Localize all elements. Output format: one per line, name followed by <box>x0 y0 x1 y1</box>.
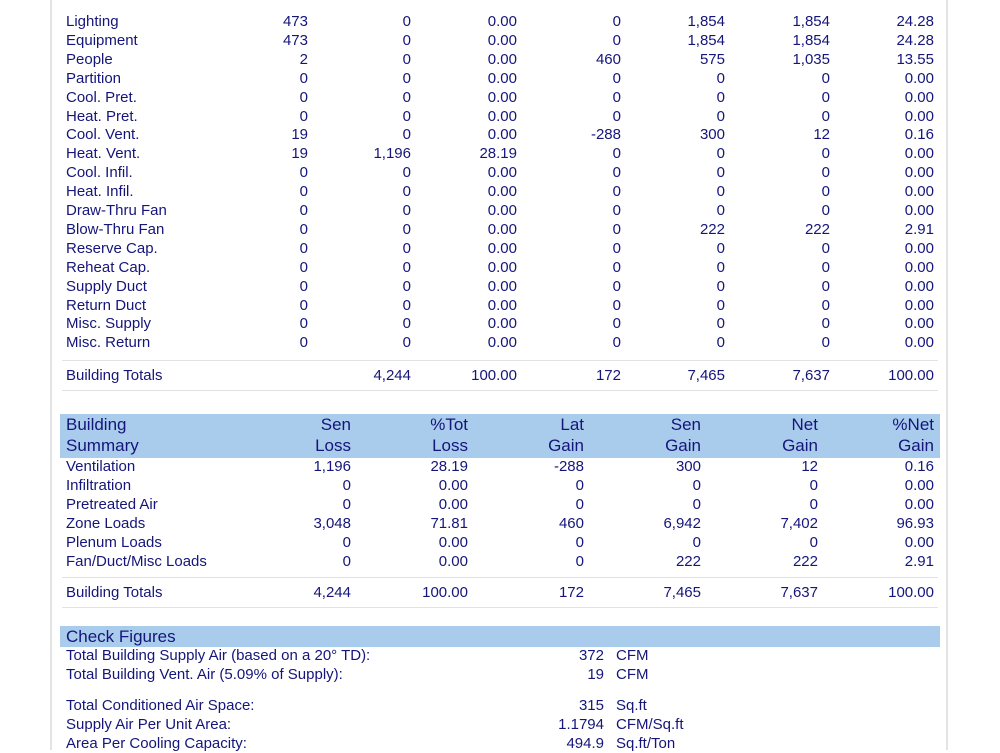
cell-lat-gain: 0 <box>612 31 621 49</box>
cell-sen-gain: 0 <box>692 496 701 513</box>
cell-pct-loss: 0.00 <box>487 296 517 314</box>
total-net-gain: 7,637 <box>780 584 818 601</box>
row-label: Draw-Thru Fan <box>66 202 167 219</box>
check-figure-row <box>0 715 1000 734</box>
cell-sen-loss: 0 <box>402 126 411 144</box>
summary-header-c4-line1: Sen <box>670 415 701 434</box>
cell-net-gain: 0 <box>821 334 830 352</box>
cell-pct-loss: 28.19 <box>430 458 468 475</box>
cell-sen-loss: 0 <box>402 183 411 201</box>
cell-net-gain: 1,854 <box>792 31 830 49</box>
summary-header-c2-line2: Loss <box>432 436 468 455</box>
cell-sen-loss: 0 <box>402 296 411 314</box>
cell-sen-loss: 0 <box>342 496 351 513</box>
row-label: Equipment <box>66 31 138 49</box>
cell-pct-loss: 0.00 <box>487 183 517 201</box>
table-row <box>0 31 1000 50</box>
row-label: Cool. Infil. <box>66 164 133 182</box>
cell-net-gain: 222 <box>792 553 818 570</box>
total-sen-gain: 7,465 <box>687 367 725 384</box>
cell-pct-net: 0.00 <box>904 477 934 494</box>
cell-cfm: 0 <box>299 183 308 201</box>
cell-sen-gain: 0 <box>716 277 725 295</box>
row-label: People <box>66 50 113 68</box>
cell-pct-net: 0.16 <box>904 458 934 475</box>
cell-sen-loss: 1,196 <box>373 145 411 163</box>
check-figure-label: Total Building Supply Air (based on a 20° TD): <box>66 647 371 664</box>
cell-sen-gain: 0 <box>716 164 725 182</box>
check-figures-title: Check Figures <box>66 627 176 646</box>
cell-sen-loss: 0 <box>342 553 351 570</box>
cell-lat-gain: 460 <box>558 515 584 532</box>
cell-lat-gain: 0 <box>612 145 621 163</box>
cell-cfm: 0 <box>299 88 308 106</box>
cell-cfm: 0 <box>299 69 308 87</box>
cell-pct-loss: 0.00 <box>487 334 517 352</box>
cell-sen-gain: 1,854 <box>687 13 725 30</box>
total-sen-loss: 4,244 <box>373 367 411 384</box>
check-figures-band <box>60 626 940 647</box>
cell-pct-loss: 71.81 <box>430 515 468 532</box>
cell-sen-loss: 0 <box>402 88 411 106</box>
cell-pct-net: 13.55 <box>896 50 934 68</box>
table-row <box>0 163 1000 182</box>
row-label: Partition <box>66 69 122 87</box>
totals-label: Building Totals <box>66 584 163 601</box>
summary-header-c0-line2: Summary <box>66 436 139 455</box>
cell-pct-loss: 0.00 <box>487 164 517 182</box>
cell-sen-gain: 6,942 <box>663 515 701 532</box>
table-row <box>0 220 1000 239</box>
row-label: Heat. Infil. <box>66 183 134 201</box>
table-row <box>0 277 1000 296</box>
row-label: Pretreated Air <box>66 496 158 513</box>
cell-sen-gain: 300 <box>675 458 701 475</box>
cell-pct-net: 0.00 <box>904 69 934 87</box>
table-row <box>0 69 1000 88</box>
cell-net-gain: 0 <box>809 477 818 494</box>
cell-lat-gain: 0 <box>612 107 621 125</box>
table-row <box>0 144 1000 163</box>
check-figure-label: Total Conditioned Air Space: <box>66 697 255 714</box>
check-figure-value: 372 <box>578 647 604 664</box>
cell-net-gain: 12 <box>801 458 818 475</box>
row-label: Blow-Thru Fan <box>66 220 165 238</box>
cell-net-gain: 7,402 <box>780 515 818 532</box>
cell-lat-gain: 0 <box>612 69 621 87</box>
cell-sen-gain: 575 <box>699 50 725 68</box>
summary-divider-top <box>62 577 938 578</box>
cell-lat-gain: 460 <box>595 50 621 68</box>
cell-net-gain: 12 <box>813 126 830 144</box>
cell-cfm: 0 <box>299 239 308 257</box>
table-row <box>0 88 1000 107</box>
check-figure-row <box>0 696 1000 715</box>
table-row <box>0 182 1000 201</box>
cell-sen-gain: 0 <box>716 183 725 201</box>
row-label: Cool. Vent. <box>66 126 140 144</box>
table-row <box>0 314 1000 333</box>
cell-lat-gain: -288 <box>553 458 584 475</box>
cell-sen-loss: 1,196 <box>313 458 351 475</box>
check-figure-value: 19 <box>587 666 604 683</box>
cell-pct-net: 0.00 <box>904 277 934 295</box>
summary-header-c6-line2: Gain <box>898 436 934 455</box>
row-label: Cool. Pret. <box>66 88 137 106</box>
row-label: Plenum Loads <box>66 534 162 551</box>
totals-divider-bottom <box>62 390 938 391</box>
cell-cfm: 0 <box>299 315 308 333</box>
cell-sen-gain: 0 <box>716 202 725 219</box>
summary-header-c1-line1: Sen <box>320 415 351 434</box>
row-label: Reheat Cap. <box>66 258 151 276</box>
cell-lat-gain: 0 <box>612 239 621 257</box>
check-figure-value: 494.9 <box>566 735 604 752</box>
cell-cfm: 473 <box>282 13 308 30</box>
check-figure-unit: CFM <box>616 647 649 664</box>
row-label: Misc. Supply <box>66 315 152 333</box>
cell-sen-loss: 0 <box>402 202 411 219</box>
check-figure-row <box>0 734 1000 753</box>
cell-lat-gain: 0 <box>575 477 584 494</box>
totals-label: Building Totals <box>66 367 163 384</box>
total-net-gain: 7,637 <box>792 367 830 384</box>
summary-divider-bottom <box>62 607 938 608</box>
cell-pct-loss: 0.00 <box>487 69 517 87</box>
cell-net-gain: 1,854 <box>792 13 830 30</box>
cell-pct-loss: 0.00 <box>487 107 517 125</box>
cell-sen-loss: 0 <box>402 315 411 333</box>
cell-pct-loss: 0.00 <box>487 126 517 144</box>
cell-net-gain: 0 <box>821 164 830 182</box>
cell-cfm: 473 <box>282 31 308 49</box>
cell-lat-gain: 0 <box>612 183 621 201</box>
summary-header-c1-line2: Loss <box>315 436 351 455</box>
cell-pct-loss: 0.00 <box>438 477 468 494</box>
cell-sen-gain: 222 <box>675 553 701 570</box>
cell-cfm: 19 <box>291 126 308 144</box>
cell-net-gain: 0 <box>821 69 830 87</box>
cell-net-gain: 0 <box>821 239 830 257</box>
cell-pct-net: 2.91 <box>904 553 934 570</box>
cell-pct-net: 0.00 <box>904 334 934 352</box>
cell-lat-gain: 0 <box>612 315 621 333</box>
cell-pct-loss: 0.00 <box>487 31 517 49</box>
cell-sen-gain: 0 <box>692 477 701 494</box>
table-row <box>0 533 1000 552</box>
cell-net-gain: 0 <box>809 496 818 513</box>
check-figure-unit: Sq.ft <box>616 697 647 714</box>
cell-sen-gain: 0 <box>716 107 725 125</box>
cell-pct-loss: 0.00 <box>487 13 517 30</box>
check-figure-unit: CFM <box>616 666 649 683</box>
cell-sen-gain: 0 <box>716 145 725 163</box>
cell-net-gain: 0 <box>821 183 830 201</box>
cell-pct-loss: 0.00 <box>438 534 468 551</box>
cell-cfm: 0 <box>299 334 308 352</box>
cell-pct-loss: 0.00 <box>487 258 517 276</box>
cell-pct-loss: 0.00 <box>487 202 517 219</box>
cell-lat-gain: 0 <box>575 553 584 570</box>
cell-lat-gain: 0 <box>612 334 621 352</box>
check-figure-unit: CFM/Sq.ft <box>616 716 684 733</box>
cell-cfm: 19 <box>291 145 308 163</box>
cell-sen-gain: 0 <box>716 69 725 87</box>
total-pct-loss: 100.00 <box>471 367 517 384</box>
row-label: Ventilation <box>66 458 136 475</box>
cell-cfm: 0 <box>299 258 308 276</box>
summary-header-c3-line1: Lat <box>560 415 584 434</box>
cell-sen-loss: 0 <box>402 13 411 30</box>
cell-pct-loss: 0.00 <box>438 496 468 513</box>
cell-sen-gain: 0 <box>716 239 725 257</box>
row-label: Heat. Pret. <box>66 107 138 125</box>
cell-sen-loss: 0 <box>342 477 351 494</box>
cell-lat-gain: 0 <box>612 220 621 238</box>
cell-net-gain: 0 <box>821 296 830 314</box>
cell-lat-gain: 0 <box>612 277 621 295</box>
row-label: Return Duct <box>66 296 147 314</box>
cell-cfm: 0 <box>299 220 308 238</box>
cell-net-gain: 1,035 <box>792 50 830 68</box>
total-pct-net: 100.00 <box>888 367 934 384</box>
total-pct-loss: 100.00 <box>422 584 468 601</box>
check-figure-label: Total Building Vent. Air (5.09% of Supply): <box>66 666 343 683</box>
cell-net-gain: 0 <box>821 258 830 276</box>
cell-sen-gain: 1,854 <box>687 31 725 49</box>
row-label: Supply Duct <box>66 277 147 295</box>
cell-sen-loss: 0 <box>342 534 351 551</box>
table-row <box>0 333 1000 352</box>
check-figure-row <box>0 665 1000 684</box>
cell-net-gain: 0 <box>821 315 830 333</box>
cell-net-gain: 0 <box>821 88 830 106</box>
cell-lat-gain: 0 <box>612 164 621 182</box>
cell-net-gain: 0 <box>809 534 818 551</box>
row-label: Fan/Duct/Misc Loads <box>66 553 207 570</box>
cell-sen-loss: 0 <box>402 50 411 68</box>
cell-cfm: 2 <box>299 50 308 68</box>
cell-lat-gain: 0 <box>575 496 584 513</box>
check-figure-label: Supply Air Per Unit Area: <box>66 716 232 733</box>
check-figure-value: 315 <box>578 697 604 714</box>
total-sen-gain: 7,465 <box>663 584 701 601</box>
row-label: Misc. Return <box>66 334 151 352</box>
cell-pct-net: 0.00 <box>904 258 934 276</box>
summary-header-c3-line2: Gain <box>548 436 584 455</box>
cell-sen-loss: 0 <box>402 277 411 295</box>
cell-lat-gain: 0 <box>612 202 621 219</box>
cell-pct-net: 0.00 <box>904 315 934 333</box>
cell-pct-loss: 0.00 <box>487 50 517 68</box>
summary-header-c5-line2: Gain <box>782 436 818 455</box>
cell-pct-net: 0.00 <box>904 202 934 219</box>
cell-lat-gain: 0 <box>612 88 621 106</box>
summary-header-c6-line1: %Net <box>892 415 934 434</box>
cell-sen-loss: 0 <box>402 334 411 352</box>
cell-sen-loss: 0 <box>402 258 411 276</box>
total-lat-gain: 172 <box>595 367 621 384</box>
cell-sen-gain: 0 <box>716 88 725 106</box>
cell-pct-loss: 28.19 <box>479 145 517 163</box>
cell-pct-net: 0.00 <box>904 239 934 257</box>
cell-sen-gain: 0 <box>716 334 725 352</box>
cell-pct-net: 0.16 <box>904 126 934 144</box>
table-row <box>0 514 1000 533</box>
table-row <box>0 239 1000 258</box>
cell-pct-net: 24.28 <box>896 13 934 30</box>
table-row <box>0 258 1000 277</box>
summary-header-c0-line1: Building <box>66 415 127 434</box>
cell-sen-loss: 0 <box>402 164 411 182</box>
cell-lat-gain: 0 <box>575 534 584 551</box>
table-row <box>0 457 1000 476</box>
cell-sen-gain: 300 <box>699 126 725 144</box>
cell-pct-net: 0.00 <box>904 296 934 314</box>
cell-sen-loss: 0 <box>402 31 411 49</box>
summary-header-c2-line1: %Tot <box>430 415 468 434</box>
row-label: Heat. Vent. <box>66 145 141 163</box>
cell-pct-loss: 0.00 <box>438 553 468 570</box>
cell-sen-gain: 222 <box>699 220 725 238</box>
cell-cfm: 0 <box>299 164 308 182</box>
cell-lat-gain: 0 <box>612 13 621 30</box>
total-pct-net: 100.00 <box>888 584 934 601</box>
row-label: Lighting <box>66 13 119 30</box>
check-figure-label: Area Per Cooling Capacity: <box>66 735 247 752</box>
cell-cfm: 0 <box>299 277 308 295</box>
table-row <box>0 495 1000 514</box>
check-figure-unit: Sq.ft/Ton <box>616 735 676 752</box>
cell-pct-loss: 0.00 <box>487 220 517 238</box>
cell-lat-gain: 0 <box>612 258 621 276</box>
cell-pct-net: 24.28 <box>896 31 934 49</box>
cell-sen-loss: 0 <box>402 239 411 257</box>
cell-pct-net: 2.91 <box>904 220 934 238</box>
check-figure-value: 1.1794 <box>558 716 604 733</box>
table-row <box>0 50 1000 69</box>
table-row <box>0 125 1000 144</box>
summary-header-c5-line1: Net <box>791 415 818 434</box>
row-label: Infiltration <box>66 477 132 494</box>
cell-pct-net: 0.00 <box>904 534 934 551</box>
check-figure-row <box>0 646 1000 665</box>
cell-pct-loss: 0.00 <box>487 239 517 257</box>
cell-lat-gain: -288 <box>590 126 621 144</box>
cell-pct-loss: 0.00 <box>487 277 517 295</box>
cell-net-gain: 0 <box>821 202 830 219</box>
cell-pct-net: 96.93 <box>896 515 934 532</box>
cell-cfm: 0 <box>299 202 308 219</box>
table-row <box>0 476 1000 495</box>
cell-sen-gain: 0 <box>716 296 725 314</box>
table-row <box>0 552 1000 571</box>
row-label: Zone Loads <box>66 515 146 532</box>
table-row <box>0 12 1000 31</box>
table-row <box>0 296 1000 315</box>
cell-pct-net: 0.00 <box>904 88 934 106</box>
cell-sen-loss: 0 <box>402 220 411 238</box>
cell-cfm: 0 <box>299 107 308 125</box>
summary-header-c4-line2: Gain <box>665 436 701 455</box>
totals-row <box>0 366 1000 385</box>
cell-sen-gain: 0 <box>716 315 725 333</box>
cell-net-gain: 0 <box>821 107 830 125</box>
totals-divider-top <box>62 360 938 361</box>
cell-pct-net: 0.00 <box>904 107 934 125</box>
cell-sen-gain: 0 <box>692 534 701 551</box>
cell-sen-gain: 0 <box>716 258 725 276</box>
table-row <box>0 107 1000 126</box>
cell-cfm: 0 <box>299 296 308 314</box>
cell-pct-loss: 0.00 <box>487 88 517 106</box>
cell-net-gain: 0 <box>821 277 830 295</box>
cell-pct-net: 0.00 <box>904 183 934 201</box>
row-label: Reserve Cap. <box>66 239 158 257</box>
cell-sen-loss: 0 <box>402 107 411 125</box>
cell-sen-loss: 3,048 <box>313 515 351 532</box>
cell-pct-net: 0.00 <box>904 145 934 163</box>
cell-net-gain: 222 <box>804 220 830 238</box>
total-lat-gain: 172 <box>558 584 584 601</box>
cell-sen-loss: 0 <box>402 69 411 87</box>
cell-pct-net: 0.00 <box>904 164 934 182</box>
table-row <box>0 201 1000 220</box>
cell-net-gain: 0 <box>821 145 830 163</box>
cell-pct-net: 0.00 <box>904 496 934 513</box>
total-sen-loss: 4,244 <box>313 584 351 601</box>
cell-pct-loss: 0.00 <box>487 315 517 333</box>
cell-lat-gain: 0 <box>612 296 621 314</box>
totals-row <box>0 583 1000 602</box>
